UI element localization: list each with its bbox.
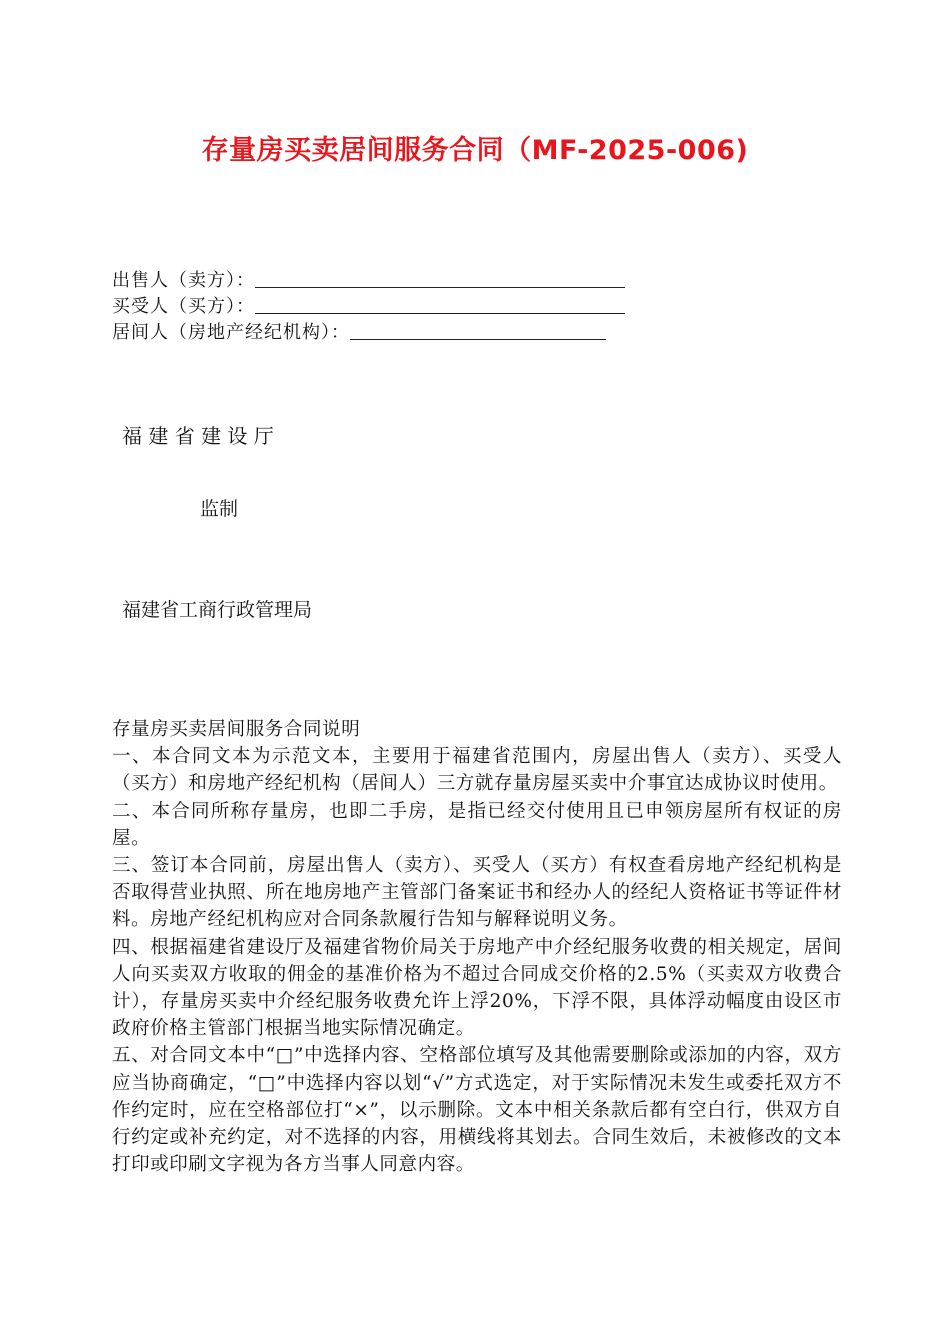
broker-field	[112, 320, 606, 346]
note-item-3: 三、签订本合同前，房屋出售人（卖方）、买受人（买方）有权查看房地产经纪机构是否取得营业执照、所在地房地产主管部门备案证书和经办人的经纪人资格证书等证件材料。房地产经纪机构应对合同条款履行告知与解释说明义务。	[112, 855, 842, 931]
note-item-1: 一、本合同文本为示范文本，主要用于福建省范围内，房屋出售人（卖方）、买受人（买方）和房地产经纪机构（居间人）三方就存量房屋买卖中介事宜达成协议时使用。	[112, 746, 842, 795]
issuer-supervise: 监制	[200, 498, 239, 520]
note-item-4: 四、根据福建省建设厅及福建省物价局关于房地产中介经纪服务收费的相关规定，居间人向买卖双方收取的佣金的基准价格为不超过合同成交价格的2.5%（买卖双方收费合计），存量房买卖中介经纪服务收费允许上浮20%，下浮不限，具体浮动幅度由设区市政府价格主管部门根据当地实际情况确定。	[112, 936, 842, 1040]
broker-label: 居间人（房地产经纪机构）：	[112, 322, 350, 343]
seller-blank-line[interactable]	[255, 269, 625, 288]
seller-field	[112, 268, 625, 294]
buyer-blank-line[interactable]	[255, 295, 625, 314]
buyer-field	[112, 294, 625, 320]
issuer-bureau: 福建省工商行政管理局	[122, 599, 313, 621]
seller-label: 出售人（卖方）：	[112, 270, 255, 291]
note-item-5: 五、对合同文本中“□”中选择内容、空格部位填写及其他需要删除或添加的内容，双方应当协商确定，“□”中选择内容以划“√”方式选定，对于实际情况未发生或委托双方不作约定时，应在空格部位打“×”，以示删除。文本中相关条款后都有空白行，供双方自行约定或补充约定，对不选择的内容，用横线将其划去。合同生效后，未被修改的文本打印或印刷文字视为各方当事人同意内容。	[112, 1045, 842, 1176]
document-title: 存量房买卖居间服务合同（MF-2025-006)	[201, 135, 749, 166]
notes-heading: 存量房买卖居间服务合同说明	[112, 719, 361, 740]
note-item-2: 二、本合同所称存量房，也即二手房，是指已经交付使用且已申领房屋所有权证的房屋。	[112, 800, 842, 849]
contract-notes	[112, 716, 842, 1178]
buyer-label: 买受人（买方）：	[112, 296, 255, 317]
broker-blank-line[interactable]	[350, 321, 606, 340]
issuer-dept: 福 建 省 建 设 厅	[122, 424, 274, 448]
